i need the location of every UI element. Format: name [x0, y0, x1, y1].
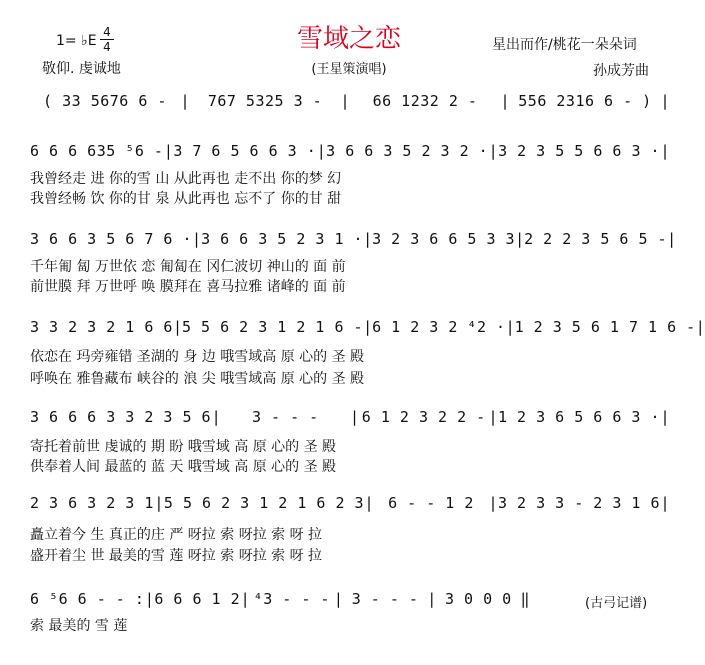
measure: 3 2 3 5 5 6 6 3 · — [498, 142, 661, 160]
lyric-line: 我曾经走 进 你的雪 山 从此再也 走不出 你的梦 幻 — [30, 171, 342, 187]
lyric-line: 呼唤在 雅鲁藏布 峡谷的 浪 尖 哦雪域高 原 心的 圣 殿 — [30, 371, 365, 387]
score-row-3: 3 6 6 3 5 6 7 6 · | 3 6 6 3 5 2 3 1 · | 3 2 3 6 6 5 3 3 | 2 2 2 3 5 6 5 - | — [30, 230, 677, 248]
measure: 5 5 6 2 3 1 2 1 6 2 3 — [163, 494, 365, 512]
key-signature: 1= ♭E — [56, 33, 97, 49]
score-row-2: 6 6 6 635 ⁵6 - | 3 7 6 5 6 6 3 · | 3 6 6 3 5 2 3 2 · | 3 2 3 5 5 6 6 3 · | — [30, 142, 670, 160]
measure: 6 - - 1 2 — [388, 494, 474, 512]
lyric-line: 矗立着今 生 真正的庄 严 呀拉 索 呀拉 索 呀 拉 — [30, 527, 323, 543]
singer-credit: (王星策演唱) — [311, 62, 387, 77]
measure: 6 1 2 3 2 ⁴2 · — [372, 318, 506, 336]
measure: 6 ⁵6 6 - - : — [30, 590, 145, 608]
measure: 5 5 6 2 3 1 2 1 6 - — [182, 318, 364, 336]
measure: 3 2 3 6 6 5 3 3 — [372, 230, 516, 248]
measure: 3 6 6 6 3 3 2 3 5 6 — [30, 408, 212, 426]
composer-credit: 孙成芳曲 — [593, 63, 649, 79]
measure: 3 - - - — [351, 590, 419, 608]
measure: 3 6 6 3 5 2 3 2 · — [326, 142, 489, 160]
measure: 3 - - - — [251, 408, 319, 426]
lyric-line: 供奉着人间 最蓝的 蓝 天 哦雪域 高 原 心的 圣 殿 — [30, 459, 337, 475]
song-title: 雪域之恋 — [296, 24, 401, 54]
measure: 3 2 3 3 - 2 3 1 6 — [497, 494, 660, 512]
measure: 66 1232 2 - — [372, 92, 478, 110]
measure: 6 1 2 3 2 2 - — [361, 408, 486, 426]
measure: 767 5325 3 - — [207, 92, 323, 110]
measure: 3 0 0 0 — [445, 590, 512, 608]
measure: 2 2 2 3 5 6 5 - — [524, 230, 668, 248]
meter-top: 4 — [103, 25, 111, 39]
performance-style: 敬仰. 虔诚地 — [42, 61, 121, 77]
lyric-line: 寄托着前世 虔诚的 期 盼 哦雪域 高 原 心的 圣 殿 — [30, 439, 337, 455]
lyric-line: 依恋在 玛旁雍错 圣湖的 身 边 哦雪域高 原 心的 圣 殿 — [30, 349, 365, 365]
time-signature — [100, 26, 114, 53]
measure: 3 6 6 3 5 6 7 6 · — [30, 230, 193, 248]
score-row-4: 3 3 2 3 2 1 6 6 | 5 5 6 2 3 1 2 1 6 - | 6 1 2 3 2 ⁴2 · | 1 2 3 5 6 1 7 1 6 - | — [30, 318, 705, 336]
score-row-5: 3 6 6 6 3 3 2 3 5 6 | 3 - - - | 6 1 2 3 2 2 - | 1 2 3 6 5 6 6 3 · | — [30, 408, 670, 426]
measure: 1 2 3 5 6 1 7 1 6 - — [514, 318, 696, 336]
score-row-6: 2 3 6 3 2 3 1 | 5 5 6 2 3 1 2 1 6 2 3 | 6 - - 1 2 | 3 2 3 3 - 2 3 1 6 | — [30, 494, 670, 512]
lyricist-credit: 星出而作/桃花一朵朵词 — [492, 37, 637, 53]
measure: ⁴3 - - - — [253, 590, 330, 608]
transcriber-credit: (古弓记谱) — [585, 596, 648, 611]
lyric-line: 盛开着尘 世 最美的雪 莲 呀拉 索 呀拉 索 呀 拉 — [30, 548, 323, 564]
measure: 1 2 3 6 5 6 6 3 · — [497, 408, 660, 426]
lyric-line: 我曾经畅 饮 你的甘 泉 从此再也 忘不了 你的甘 甜 — [30, 191, 342, 207]
lyric-line: 前世膜 拜 万世呼 唤 膜拜在 喜马拉雅 诸峰的 面 前 — [30, 279, 346, 295]
lyric-line: 索 最美的 雪 莲 — [30, 618, 128, 634]
meter-bottom: 4 — [103, 40, 111, 54]
lyric-line: 千年匍 匐 万世依 恋 匍匐在 冈仁波切 神山的 面 前 — [30, 259, 346, 275]
measure: ( 33 5676 6 - — [43, 92, 167, 110]
measure: 6 6 6 635 ⁵6 - — [30, 142, 164, 160]
measure: 3 3 2 3 2 1 6 6 — [30, 318, 173, 336]
measure: 3 6 6 3 5 2 3 1 · — [201, 230, 364, 248]
measure: 6 6 6 1 2 — [154, 590, 241, 608]
score-row-7: 6 ⁵6 6 - - : | 6 6 6 1 2 | ⁴3 - - - | 3 - - - | 3 0 0 0 ‖ — [30, 590, 530, 608]
measure: 556 2316 6 - ) — [518, 92, 652, 110]
measure: 3 7 6 5 6 6 3 · — [173, 142, 317, 160]
score-row-1: ( 33 5676 6 - | 767 5325 3 - | 66 1232 2 - | 556 2316 6 - ) | — [30, 92, 670, 110]
measure: 2 3 6 3 2 3 1 — [30, 494, 154, 512]
